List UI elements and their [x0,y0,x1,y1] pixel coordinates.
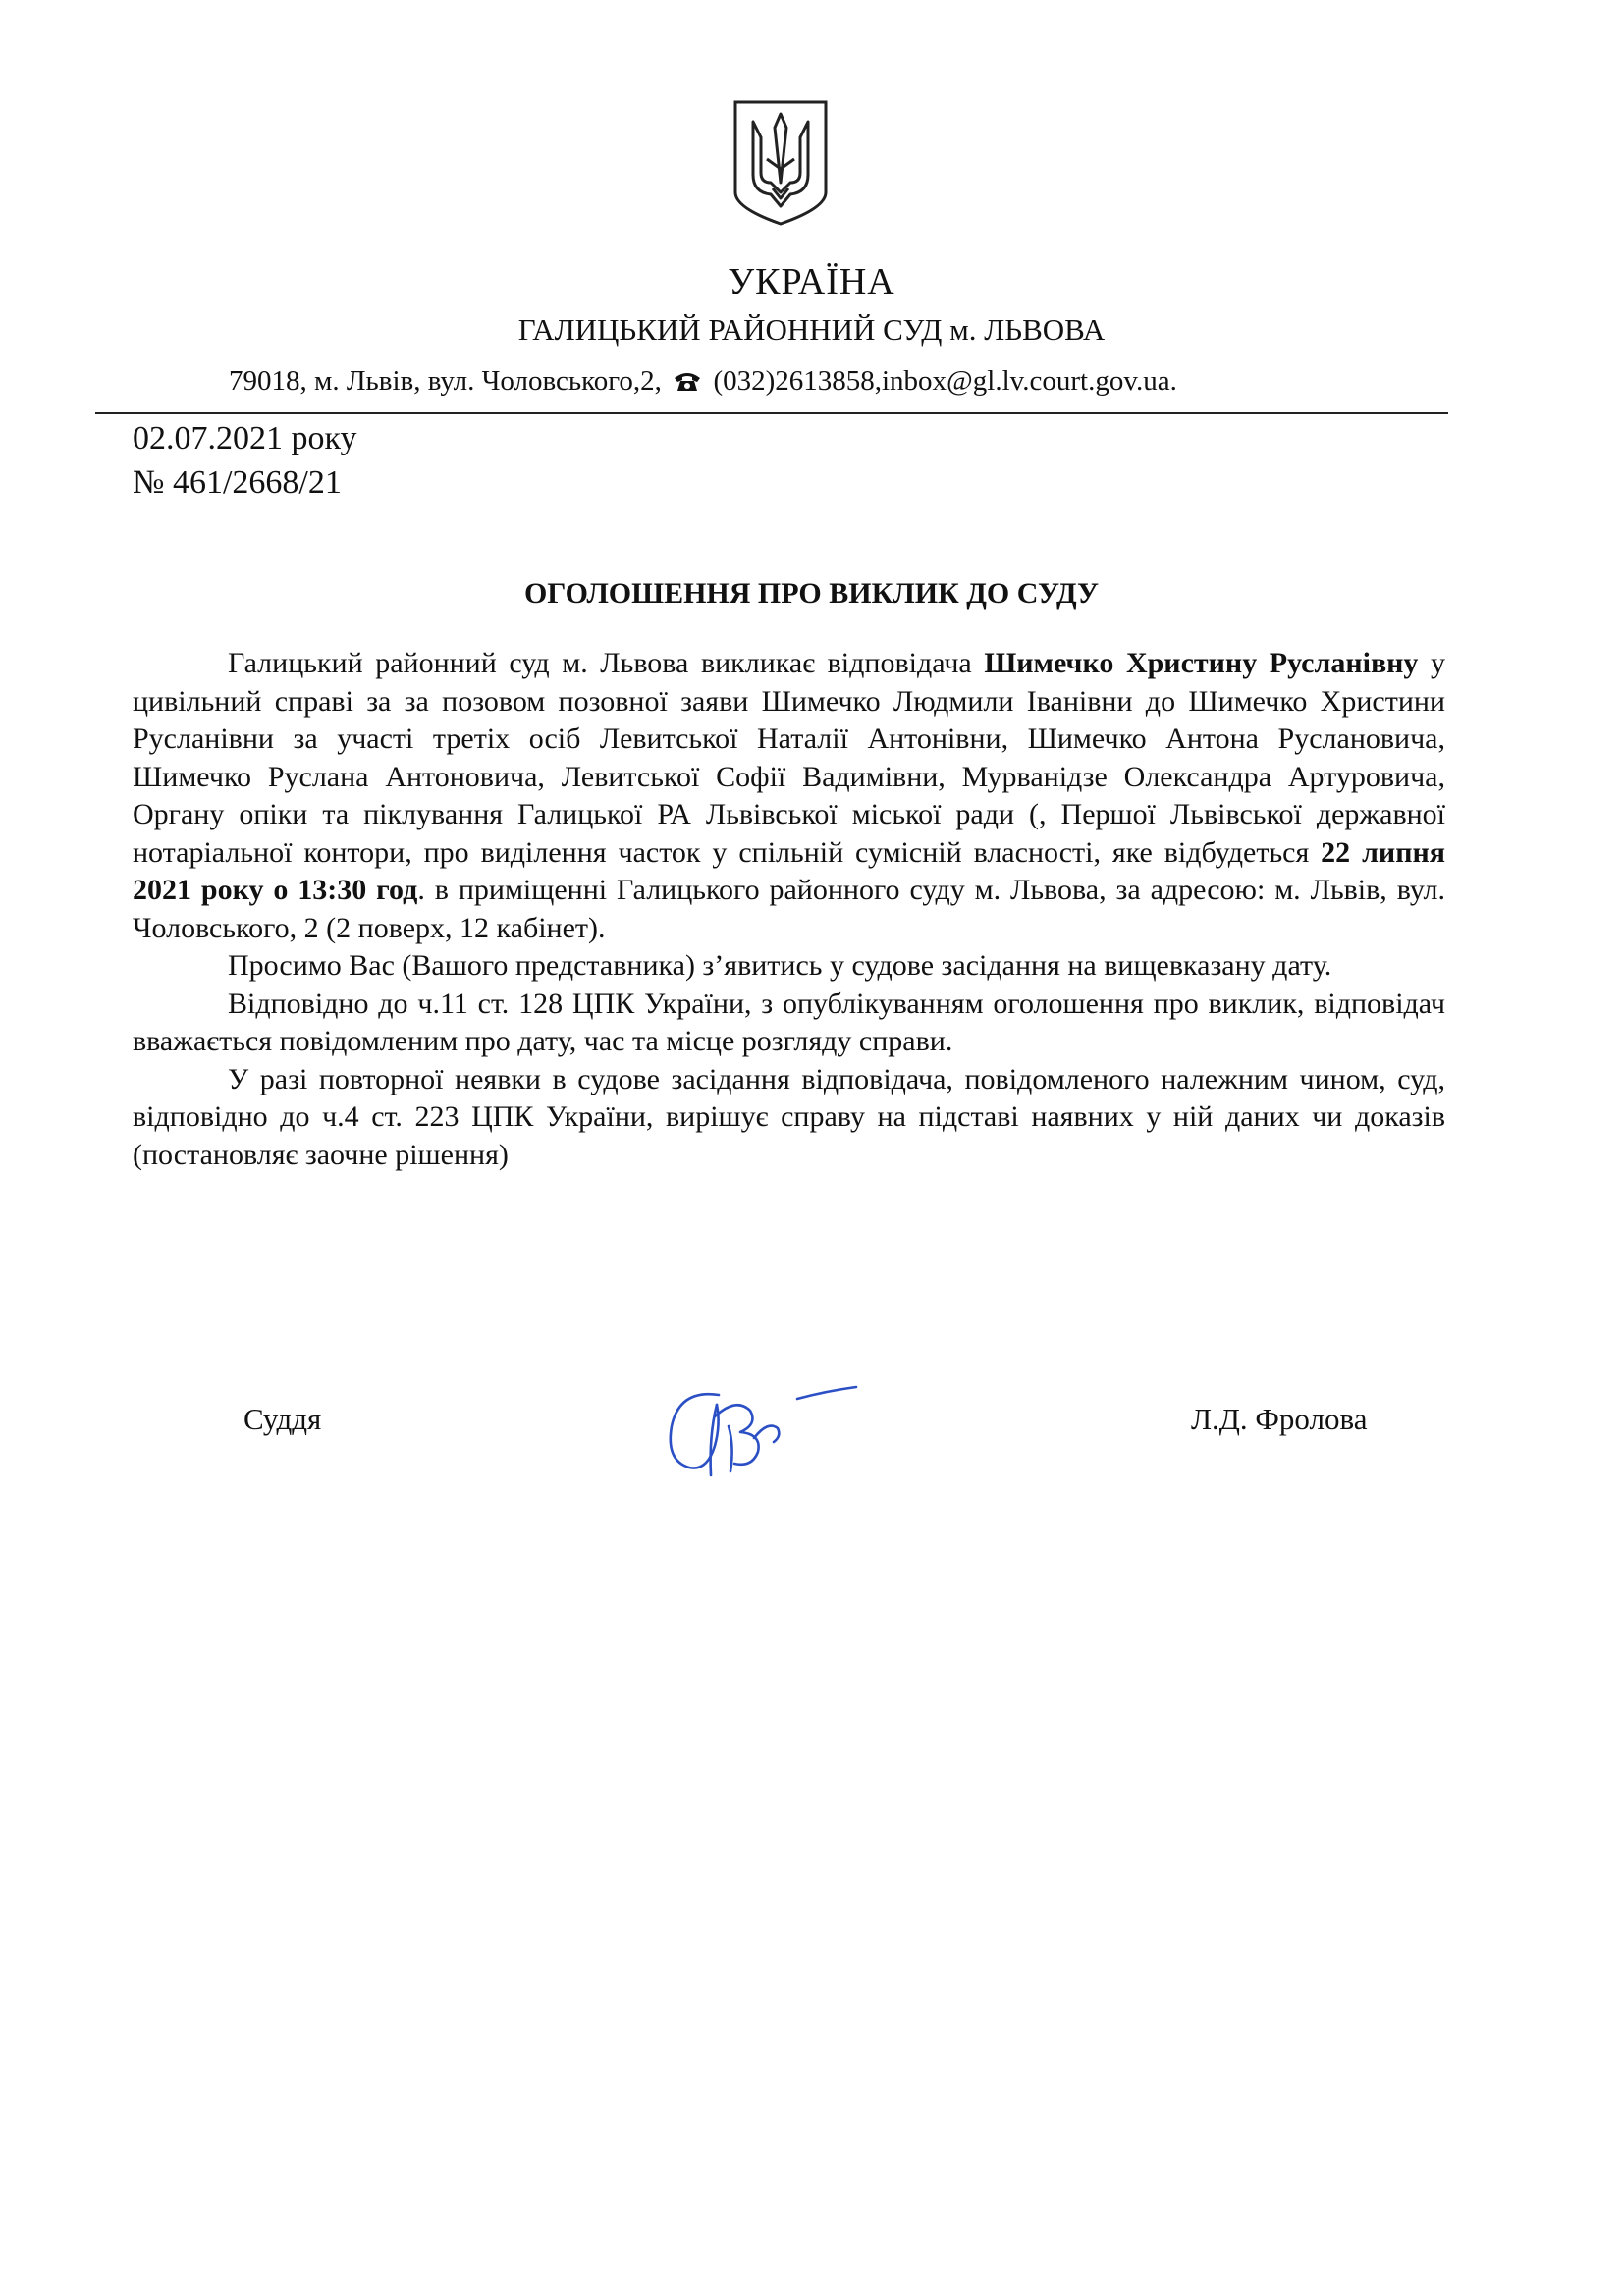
paragraph-consequences: У разі повторної неявки в судове засідання відповідача, повідомленого належним чином, суд, відповідно до ч.4 ст. 223 ЦПК України, вирішує справу на підставі наявних у ній даних чи доказів (постановляє заочне рішення) [133,1062,1445,1171]
case-number: № 461/2668/21 [133,464,342,501]
address-text: 79018, м. Львів, вул. Чоловського,2, [229,365,662,397]
court-address [229,365,1177,398]
paragraph-notification: Відповідно до ч.11 ст. 128 ЦПК України, з опублікуванням оголошення про виклик, відповідач вважається повідомленим про дату, час та місце розгляду справи. [133,987,1445,1057]
country-name: УКРАЇНА [728,261,895,302]
judge-role-label: Суддя [243,1402,322,1436]
notice-title: ОГОЛОШЕННЯ ПРО ВИКЛИК ДО СУДУ [523,577,1100,610]
paragraph-summons [133,645,1445,947]
notice-body [133,645,1445,1174]
document-date: 02.07.2021 року [133,420,357,456]
summons-intro: Галицький районний суд м. Львова викликає відповідача [228,647,985,679]
judge-name: Л.Д. Фролова [1191,1402,1368,1436]
phone-email-text: (032)2613858,inbox@gl.lv.court.gov.ua. [713,365,1177,397]
handwritten-signature [660,1377,866,1485]
trident-coat-of-arms-icon [731,98,830,228]
telephone-icon [673,369,702,393]
defendant-name: Шимечко Христину Русланівну [984,647,1419,679]
hearing-location: . в приміщенні Галицького районного суду м. Львова, за адресою: м. Львів, вул. Чоловського, 2 (2 поверх, 12 кабінет). [133,874,1445,944]
court-name: ГАЛИЦЬКИЙ РАЙОННИЙ СУД м. ЛЬВОВА [517,312,1106,347]
paragraph-request: Просимо Вас (Вашого представника) з’явитись у судове засідання на вищевказану дату. [228,949,1332,982]
summons-details: у цивільний справі за за позовом позовної заяви Шимечко Людмили Іванівни до Шимечко Христини Русланівни за участі третіх осіб Левитської Наталії Антонівни, Шимечко Антона Руслановича, Шимечко Руслана Антоновича, Левитської Софії Вадимівни, Мурванідзе Олександра Артуровича, Органу опіки та піклування Галицької РА Львівської міської ради (, Першої Львівської державної нотаріальної контори, про виділення часток у спільній сумісній власності, яке відбудеться [133,647,1446,869]
header-divider [95,412,1448,414]
hearing-datetime: 22 липня 2021 року о 13:30 год [133,835,1446,906]
